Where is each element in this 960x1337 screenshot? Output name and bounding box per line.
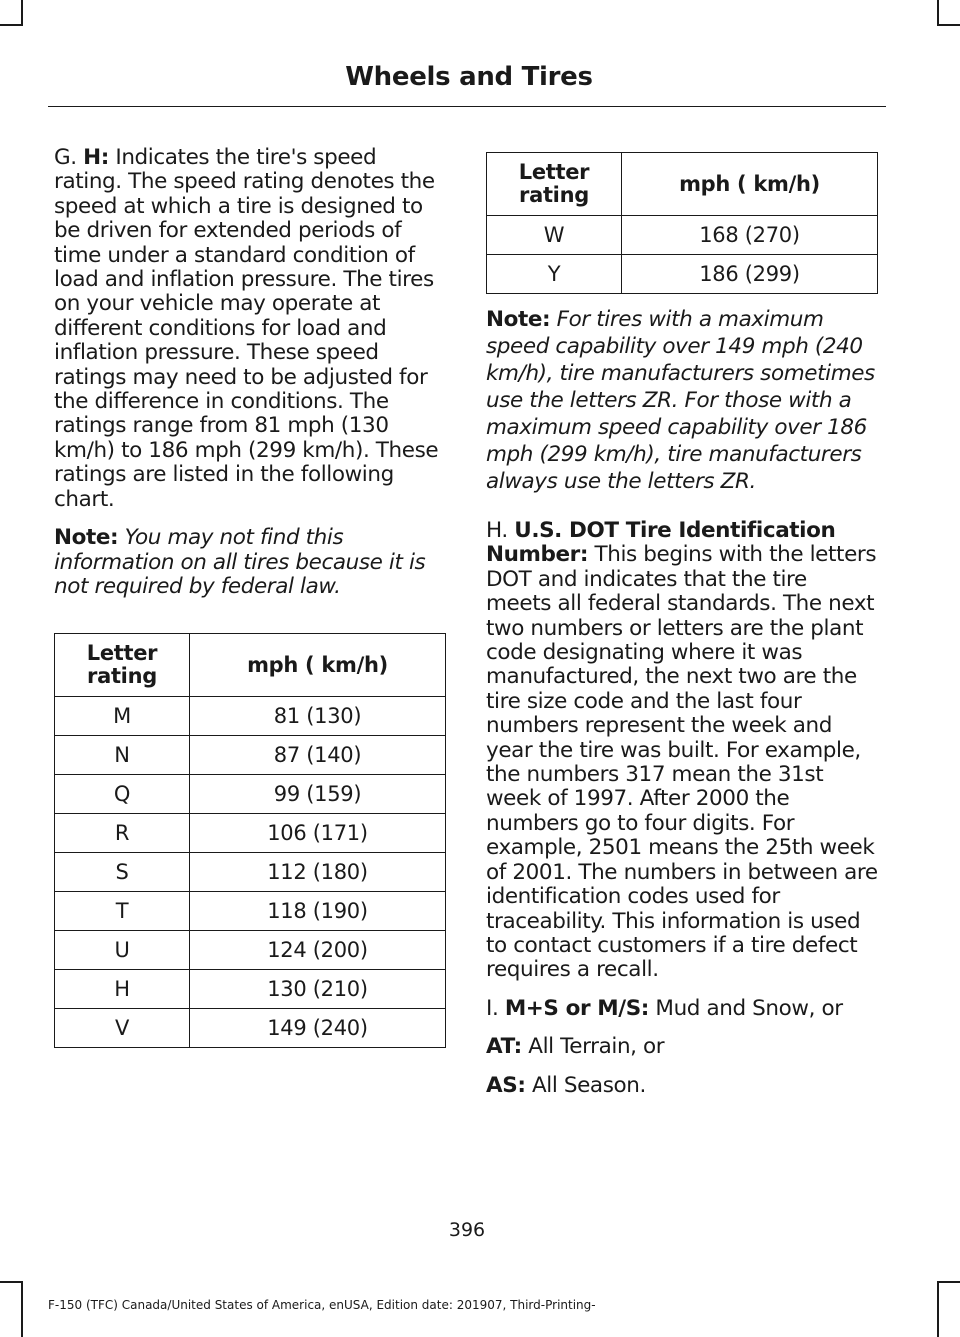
crop-mark	[937, 0, 939, 26]
column-header-letter	[487, 153, 622, 216]
header-divider	[48, 106, 886, 107]
page-number: 396	[448, 1219, 486, 1241]
table-cell-letter: V	[55, 1009, 190, 1048]
item-term: M+S or M/S:	[504, 995, 649, 1021]
table-row	[55, 970, 446, 1009]
note-paragraph	[54, 526, 446, 599]
table-cell-letter: W	[487, 216, 622, 255]
item-text: All Terrain, or	[521, 1034, 665, 1060]
note-text: You may not find this information on all tires because it is not required by federal law.	[54, 525, 426, 599]
item-term: U.S. DOT Tire Identification Number:	[486, 518, 836, 568]
table-row	[55, 892, 446, 931]
table-cell-letter: H	[55, 970, 190, 1009]
table-cell-letter: S	[55, 853, 190, 892]
item-text: Indicates the tire's speed rating. The speed rating denotes the speed at which a tire is designed to be driven for extended periods of time under a standard condition of load and inflation pressure. The tires on your vehicle may operate at different conditions for load and inflation pressure. These speed ratings may need to be adjusted for the difference in conditions. The ratings range from 81 mph (130 km/h) to 186 mph (299 km/h). These ratings are listed in the following chart.	[54, 145, 439, 512]
table-row	[55, 736, 446, 775]
item-text: Mud and Snow, or	[648, 995, 843, 1021]
table-row	[487, 255, 878, 294]
header-label: Letter rating	[518, 160, 590, 207]
table-row	[55, 775, 446, 814]
table-cell-speed: 130 (210)	[190, 970, 446, 1009]
crop-mark	[0, 24, 23, 26]
column-header-speed: mph ( km/h)	[622, 153, 878, 216]
note-text: For tires with a maximum speed capability over 149 mph (240 km/h), tire manufacturers sometimes use the letters ZR. For those with a maximum speed capability over 186 mph (299 km/h), tire manufacturers always use the letters ZR.	[486, 307, 875, 494]
table-header-row	[487, 153, 878, 216]
table-row	[55, 853, 446, 892]
ms-paragraph	[486, 997, 878, 1021]
table-cell-letter: U	[55, 931, 190, 970]
edition-footer: F-150 (TFC) Canada/United States of America, enUSA, Edition date: 201907, Third-Printing-	[48, 1298, 596, 1312]
dot-paragraph	[486, 519, 878, 983]
table-cell-speed: 118 (190)	[190, 892, 446, 931]
at-paragraph	[486, 1035, 878, 1059]
table-cell-letter: Y	[487, 255, 622, 294]
item-term: AT:	[486, 1034, 522, 1060]
table-cell-speed: 99 (159)	[190, 775, 446, 814]
column-header-speed: mph ( km/h)	[190, 634, 446, 697]
crop-mark	[21, 0, 23, 26]
table-cell-speed: 149 (240)	[190, 1009, 446, 1048]
table-cell-speed: 186 (299)	[622, 255, 878, 294]
item-prefix: I.	[486, 995, 505, 1021]
item-term: H:	[83, 145, 109, 170]
table-row	[55, 1009, 446, 1048]
header-label: Letter rating	[86, 641, 158, 689]
table-cell-letter: N	[55, 736, 190, 775]
table-cell-speed: 87 (140)	[190, 736, 446, 775]
page-title: Wheels and Tires	[345, 62, 593, 92]
zr-note-paragraph	[486, 306, 878, 495]
item-text: This begins with the letters DOT and indicates that the tire meets all federal standards. The next two numbers or letters are the plant code designating where it was manufactured, the next two are the tire size code and the last four numbers represent the week and year the tire was built. For example, the numbers 317 mean the 31st week of 1997. After 2000 the numbers go to four digits. For example, 2501 means the 25th week of 2001. The numbers in between are identification codes used for traceability. This information is used to contact customers if a tire defect requires a recall.	[486, 542, 878, 983]
table-row	[55, 697, 446, 736]
right-column	[486, 149, 878, 1098]
table-row	[55, 931, 446, 970]
crop-mark	[0, 1281, 23, 1283]
table-cell-letter: M	[55, 697, 190, 736]
left-column	[54, 146, 446, 1048]
item-prefix: G.	[54, 145, 84, 170]
table-cell-speed: 124 (200)	[190, 931, 446, 970]
as-paragraph	[486, 1074, 878, 1098]
speed-rating-table-continued	[486, 152, 878, 294]
table-cell-speed: 106 (171)	[190, 814, 446, 853]
speed-rating-paragraph	[54, 146, 446, 512]
table-row	[487, 216, 878, 255]
item-prefix: H.	[486, 518, 515, 543]
item-term: AS:	[486, 1072, 526, 1098]
item-text: All Season.	[525, 1072, 646, 1098]
column-header-letter	[55, 634, 190, 697]
note-label: Note:	[54, 525, 119, 551]
note-label: Note:	[486, 307, 551, 332]
table-header-row	[55, 634, 446, 697]
table-cell-speed: 112 (180)	[190, 853, 446, 892]
speed-rating-table	[54, 633, 446, 1048]
table-cell-speed: 81 (130)	[190, 697, 446, 736]
crop-mark	[937, 1281, 939, 1337]
table-cell-letter: T	[55, 892, 190, 931]
table-cell-letter: Q	[55, 775, 190, 814]
crop-mark	[21, 1281, 23, 1337]
crop-mark	[937, 1281, 960, 1283]
table-cell-speed: 168 (270)	[622, 216, 878, 255]
table-cell-letter: R	[55, 814, 190, 853]
crop-mark	[937, 24, 960, 26]
table-row	[55, 814, 446, 853]
